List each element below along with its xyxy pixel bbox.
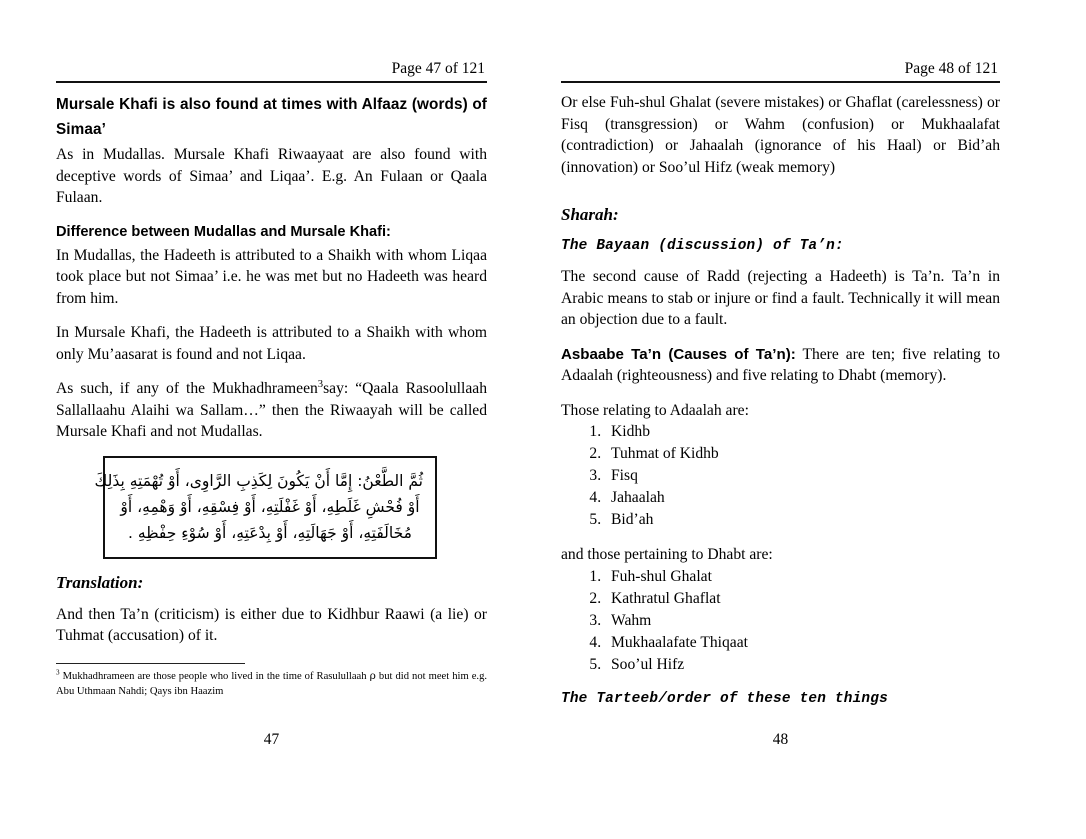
paragraph-asbaabe-tan (561, 344, 1000, 387)
paragraph-in-mursale-khafi: In Mursale Khafi, the Hadeeth is attributed to a Shaikh with whom only Mu’aasarat is found and not Liqaa. (56, 324, 487, 363)
salutation-symbol-icon: ρ (369, 670, 376, 682)
left-header-label: Page 47 of 121 (391, 60, 485, 77)
list-item: 1. Fuh-shul Ghalat (605, 566, 1000, 588)
right-page (543, 0, 1086, 839)
list-adaalah-causes (561, 421, 1000, 531)
spacer-before-sharah (561, 191, 1000, 204)
arabic-line-3: مُخَالَفَتِهِ، أَوْ جَهَالَتِهِ، أَوْ بِدْعَتِهِ، أَوْ سُوْءِ حِفْظِهِ . (128, 523, 412, 542)
paragraph-adaalah-intro: Those relating to Adaalah are: (561, 401, 749, 419)
paragraph-in-mudallas: In Mudallas, the Hadeeth is attributed to a Shaikh with whom Liqaa took place but not Simaa’ i.e. he was met but no Hadeeth was heard from him. (56, 246, 487, 307)
footnote-text-after-symbol: but did not meet him e.g. Abu Uthmaan Nahdi; Qays ibn Haazim (56, 671, 488, 697)
heading-sharah: Sharah: (561, 205, 619, 224)
list-item: 5. Bid’ah (605, 509, 1000, 531)
list-item: 3. Fisq (605, 465, 1000, 487)
list-item: 3. Wahm (605, 610, 1000, 632)
left-page-header (56, 60, 487, 83)
paragraph-dhabt-intro: and those pertaining to Dhabt are: (561, 546, 773, 563)
right-page-header (561, 60, 1000, 83)
footnote-text (56, 669, 487, 699)
list-item: 2. Kathratul Ghaflat (605, 588, 1000, 610)
footnote-block (56, 663, 487, 699)
arabic-line-1: ثُمَّ الطَّعْنُ: إِمَّا أَنْ يَكُونَ لِكَذِبِ الرَّاوِى، أَوْ تُهْمَتِهِ بِذَلِكَ (94, 471, 423, 490)
left-page-content (56, 92, 487, 660)
spacer-between-lists (561, 531, 1000, 544)
footnote-text-before-symbol: Mukhadhrameen are those people who lived in the time of Rasulullaah (62, 671, 367, 682)
heading-translation: Translation: (56, 572, 144, 592)
heading-difference-mudallas-mursale-khafi: Difference between Mudallas and Mursale Khafi: (56, 223, 391, 240)
heading-bayaan-of-tan: The Bayaan (discussion) of Ta’n: (561, 238, 844, 254)
list-item: 2. Tuhmat of Kidhb (605, 443, 1000, 465)
right-header-rule (561, 81, 1000, 83)
right-page-number: 48 (772, 731, 789, 748)
list-item: 4. Jahaalah (605, 487, 1000, 509)
paragraph-mukhadhrameen-text-before: As such, if any of the Mukhadhrameen (56, 380, 318, 397)
spacer-before-tarteeb (561, 676, 1000, 689)
left-header-rule (56, 81, 487, 83)
arabic-line-2: أَوْ فُحْشِ غَلَطِهِ، أَوْ غَفْلَتِهِ، أَوْ فِسْقِهِ، أَوْ وَهْمِهِ، أَوْ (120, 497, 420, 516)
left-page-number: 47 (263, 731, 280, 748)
paragraph-or-else-fuhshul: Or else Fuh-shul Ghalat (severe mistakes) or Ghaflat (carelessness) or Fisq (transgression) or Wahm (confusion) or Mukhaalafat (contradiction) or Jahaalah (ignorance of his Haal) or Bid’ah (innovation) or Soo’ul Hifz (weak memory) (561, 94, 1000, 176)
list-item: 4. Mukhaalafate Thiqaat (605, 632, 1000, 654)
right-page-content (561, 92, 1000, 719)
footnote-separator-rule (56, 663, 245, 664)
asbaabe-tan-lead-label: Asbaabe Ta’n (Causes of Ta’n): (561, 345, 796, 363)
paragraph-second-cause-of-radd: The second cause of Radd (rejecting a Hadeeth) is Ta’n. Ta’n in Arabic means to stab or injure or find a fault. Technically it will mean an objection due to a fault. (561, 268, 1000, 328)
paragraph-translation: And then Ta’n (criticism) is either due to Kidhbur Raawi (a lie) or Tuhmat (accusation) of it. (56, 605, 487, 644)
spacer-after-arabic-box (56, 559, 487, 572)
heading-tarteeb-order: The Tarteeb/order of these ten things (561, 690, 888, 707)
paragraph-mukhadhrameen (56, 378, 487, 443)
right-header-label: Page 48 of 121 (904, 60, 998, 77)
heading-mursale-khafi-alfaaz: Mursale Khafi is also found at times with Alfaaz (words) of Simaa’ (56, 96, 487, 138)
footnote-number: 3 (56, 668, 60, 677)
paragraph-mukhadhrameen-text-after: say: “Qaala Rasoolullaah Sallallaahu Alaihi wa Sallam…” then the Riwaayah will be called Mursale Khafi and not Mudallas. (56, 380, 487, 440)
list-item: 5. Soo’ul Hifz (605, 654, 1000, 676)
list-item: 1. Kidhb (605, 421, 1000, 443)
asbaabe-tan-description: There are ten; five relating to Adaalah (righteousness) and five relating to Dhabt (memory). (561, 345, 1000, 384)
list-dhabt-causes (561, 566, 1000, 676)
footnote-reference-marker[interactable]: 3 (317, 378, 324, 390)
arabic-quotation-box (94, 456, 437, 559)
paragraph-as-in-mudallas: As in Mudallas. Mursale Khafi Riwaayaat are also found with deceptive words of Simaa’ and Liqaa’. E.g. An Fulaan or Qaala Fulaan. (56, 146, 487, 206)
